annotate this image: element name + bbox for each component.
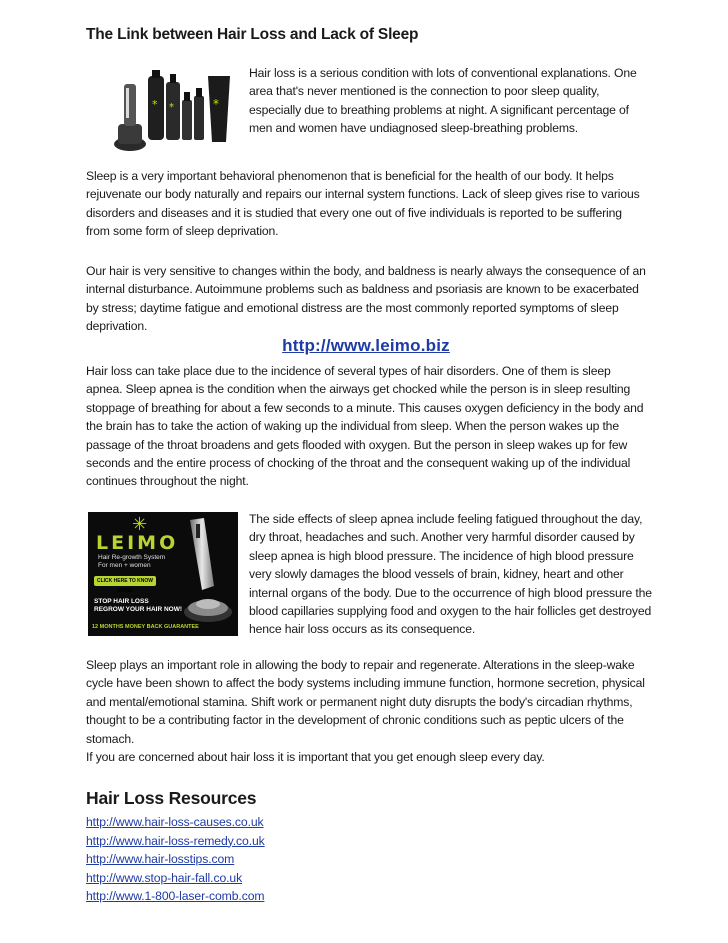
resource-link[interactable]: http://www.hair-loss-remedy.co.uk — [86, 833, 265, 848]
banner-guarantee: 12 MONTHS MONEY BACK GUARANTEE — [92, 624, 199, 630]
page-title: The Link between Hair Loss and Lack of Sleep — [86, 26, 419, 43]
paragraph-sleep-importance: Sleep is a very important behavioral phenomenon that is beneficial for the health of our body. It helps rejuvenate our body naturally and repairs our internal system functions. Lack of sleep gives rise to various disorders and diseases and it is studied that every one out of five individuals is reported to be suffering from some form of sleep deprivation. — [86, 169, 640, 239]
svg-text:*: * — [152, 98, 158, 111]
hair-product-bottles-image — [112, 68, 238, 154]
banner-stop-text — [94, 598, 182, 614]
leimo-ad-banner[interactable] — [88, 512, 238, 636]
center-link-container — [86, 336, 646, 356]
document-page — [86, 26, 652, 903]
resource-link[interactable]: http://www.hair-loss-causes.co.uk — [86, 815, 264, 829]
paragraph-sleep-apnea: Hair loss can take place due to the incidence of several types of hair disorders. One of them is sleep apnea. Sleep apnea is the condition when the airways get chocked while the person is in sleep resulting stoppage of breathing for about a few seconds to a minute. This causes oxygen deficiency in the body and the brain has to take the action of waking up the individual from sleep. When the person wakes up the passage of the throat broadens and gets flooded with oxygen. But the person in sleep wakes up for few seconds and the entire process of chocking of the throat and the consequent waking up of the individual continues throughout the night. — [86, 364, 644, 489]
banner-subtitle-line2: For men + women — [98, 562, 151, 569]
resources-heading: Hair Loss Resources — [86, 788, 257, 808]
paragraph-sleep-regenerate: Sleep plays an important role in allowing the body to repair and regenerate. Alterations in the sleep-wake cycle have been shown to affect the body systems including immune function, hormone secretion, physical and mental/emotional stamina. Shift work or permanent night duty disrupts the body's circadian rhythms, thought to be a contributing factor in the development of chronic conditions such as peptic ulcers of the stomach. — [86, 658, 645, 746]
side-effects-section — [86, 506, 656, 646]
paragraph-concern: If you are concerned about hair loss it is important that you get enough sleep every day. — [86, 750, 545, 765]
resources-link-list — [86, 813, 265, 906]
resource-link[interactable]: http://www.1-800-laser-comb.com — [86, 889, 265, 903]
paragraph-side-effects: The side effects of sleep apnea include feeling fatigued throughout the day, dry throat, headaches and such. Another very harmful disorder caused by sleep apnea is high blood pressure. The incidence of high blood pressure very slowly damages the blood vessels of brain, kidney, heart and other internal organs of the body. Due to the occurrence of high blood pressure the blood capillaries supplying food and oxygen to the hair follicles get destroyed hence hair loss occurs as its consequence. — [249, 512, 652, 637]
side-effects-text — [249, 510, 654, 639]
star-icon: ✳ — [132, 514, 148, 534]
banner-stop-line1: STOP HAIR LOSS — [94, 598, 149, 605]
banner-subtitle-line1: Hair Re-growth System — [98, 554, 166, 561]
intro-text — [249, 64, 649, 138]
banner-stop-line2: REGROW YOUR HAIR NOW! — [94, 606, 182, 613]
leimo-link[interactable]: http://www.leimo.biz — [282, 336, 450, 355]
svg-text:*: * — [213, 97, 219, 111]
paragraph-hair-sensitivity: Our hair is very sensitive to changes within the body, and baldness is nearly always the consequence of an internal disturbance. Autoimmune problems such as baldness and psoriasis are known to be exacerbated by stress; daytime fatigue and emotional distress are the most commonly reported symptoms of sleep deprivation. — [86, 264, 646, 334]
intro-paragraph: Hair loss is a serious condition with lots of conventional explanations. One area that's never mentioned is the connection to poor sleep quality, especially due to breathing problems at night. A significant percentage of men and women have undiagnosed sleep-breathing problems. — [249, 66, 637, 136]
closing-section — [86, 656, 646, 766]
laser-comb-device-icon — [170, 516, 234, 634]
banner-cta-button[interactable]: CLICK HERE TO KNOW MORE — [94, 576, 156, 586]
banner-brand: LEIMO — [96, 532, 179, 554]
banner-subtitle — [98, 554, 165, 570]
svg-text:*: * — [169, 102, 174, 113]
resource-link[interactable]: http://www.hair-losstips.com — [86, 852, 235, 866]
resource-link[interactable]: http://www.stop-hair-fall.co.uk — [86, 870, 243, 885]
